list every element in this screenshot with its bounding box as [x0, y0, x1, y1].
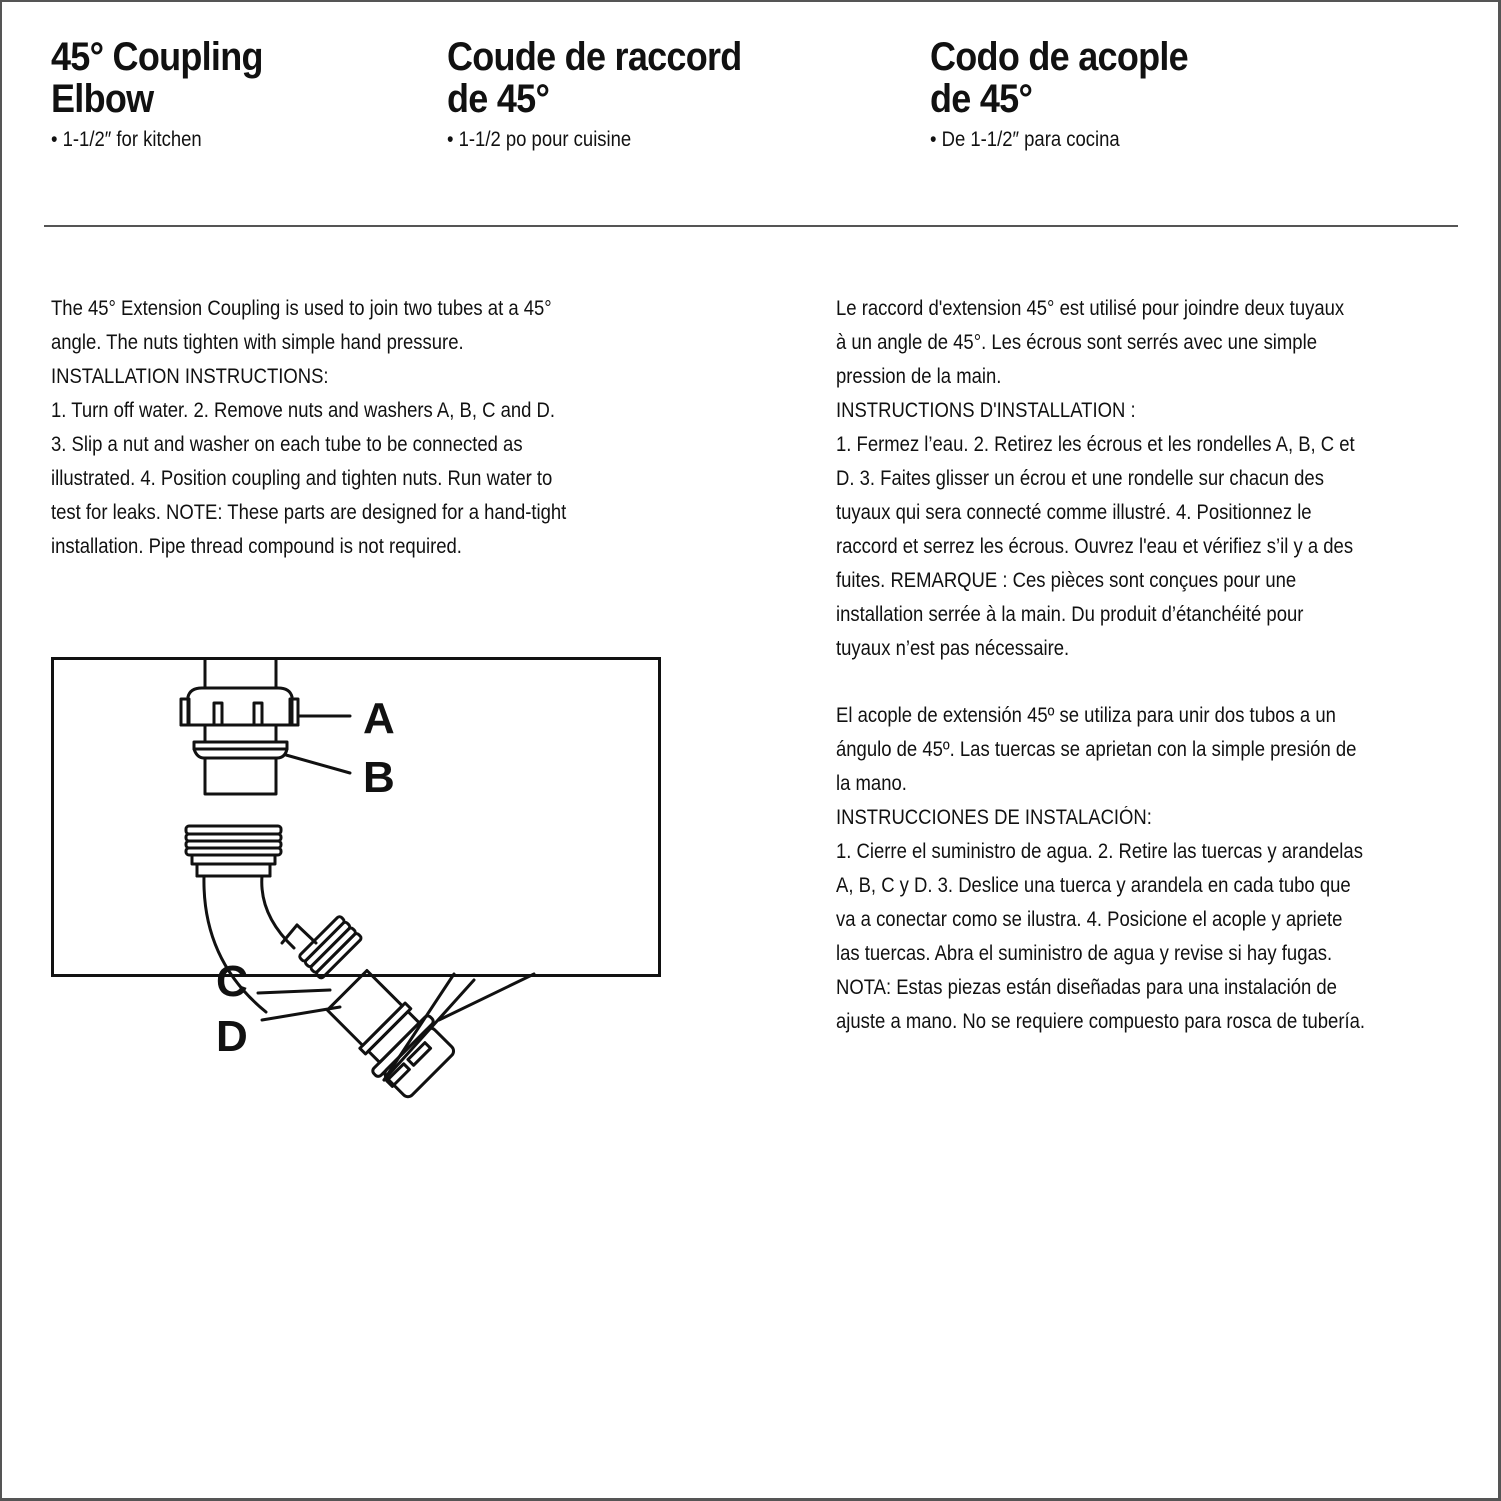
english-instructions: [51, 292, 637, 564]
coupling-diagram: [51, 657, 661, 1061]
text-line: A, B, C y D. 3. Deslice una tuerca y arandela en cada tubo que: [836, 874, 1351, 897]
title-line-2: Elbow: [51, 77, 154, 121]
text-line: tuyaux n’est pas nécessaire.: [836, 637, 1070, 660]
title-line-1: 45° Coupling: [51, 35, 263, 79]
text-line: D. 3. Faites glisser un écrou et une rondelle sur chacun des: [836, 467, 1324, 490]
text-line: 1. Cierre el suministro de agua. 2. Retire las tuercas y arandelas: [836, 840, 1363, 863]
subtitle: • De 1-1/2″ para cocina: [930, 128, 1120, 151]
title-spanish: [930, 36, 1217, 152]
section-heading: INSTRUCCIONES DE INSTALACIÓN:: [836, 806, 1152, 829]
text-line: ángulo de 45º. Las tuercas se aprietan con la simple presión de: [836, 738, 1357, 761]
title-french: [447, 36, 774, 152]
text-line: pression de la main.: [836, 365, 1002, 388]
text-line: la mano.: [836, 772, 907, 795]
text-line: installation serrée à la main. Du produit d’étanchéité pour: [836, 603, 1304, 626]
text-line: The 45° Extension Coupling is used to join two tubes at a 45°: [51, 297, 552, 320]
text-line: NOTA: Estas piezas están diseñadas para una instalación de: [836, 976, 1337, 999]
subtitle: • 1-1/2″ for kitchen: [51, 128, 202, 151]
text-line: El acople de extensión 45º se utiliza para unir dos tubos a un: [836, 704, 1336, 727]
callout-label-b: B: [363, 753, 395, 802]
text-line: illustrated. 4. Position coupling and tighten nuts. Run water to: [51, 467, 553, 490]
french-instructions: [836, 292, 1425, 666]
text-line: Le raccord d'extension 45° est utilisé pour joindre deux tuyaux: [836, 297, 1345, 320]
text-line: raccord et serrez les écrous. Ouvrez l'eau et vérifiez s’il y a des: [836, 535, 1354, 558]
text-line: va a conectar como se ilustra. 4. Posicione el acople y apriete: [836, 908, 1343, 931]
text-line: fuites. REMARQUE : Ces pièces sont conçues pour une: [836, 569, 1297, 592]
callout-label-a: A: [363, 694, 395, 743]
title-english: [51, 36, 286, 152]
callout-label-d: D: [216, 1012, 248, 1061]
spanish-instructions: [836, 699, 1437, 1039]
text-line: test for leaks. NOTE: These parts are designed for a hand-tight: [51, 501, 567, 524]
callout-label-c: C: [216, 957, 248, 1006]
coupling-elbow-illustration: [54, 660, 658, 974]
text-line: 1. Fermez l’eau. 2. Retirez les écrous et les rondelles A, B, C et: [836, 433, 1355, 456]
text-line: installation. Pipe thread compound is not required.: [51, 535, 462, 558]
text-line: à un angle de 45°. Les écrous sont serrés avec une simple: [836, 331, 1317, 354]
section-heading: INSTRUCTIONS D'INSTALLATION :: [836, 399, 1136, 422]
text-line: 1. Turn off water. 2. Remove nuts and washers A, B, C and D.: [51, 399, 556, 422]
title-line-1: Coude de raccord: [447, 35, 742, 79]
header-divider: [44, 225, 1458, 227]
title-line-1: Codo de acople: [930, 35, 1188, 79]
text-line: ajuste a mano. No se requiere compuesto para rosca de tubería.: [836, 1010, 1366, 1033]
title-line-2: de 45°: [447, 77, 550, 121]
text-line: angle. The nuts tighten with simple hand pressure.: [51, 331, 464, 354]
section-heading: INSTALLATION INSTRUCTIONS:: [51, 365, 329, 388]
text-line: 3. Slip a nut and washer on each tube to be connected as: [51, 433, 523, 456]
text-line: tuyaux qui sera connecté comme illustré. 4. Positionnez le: [836, 501, 1312, 524]
title-line-2: de 45°: [930, 77, 1033, 121]
subtitle: • 1-1/2 po pour cuisine: [447, 128, 632, 151]
text-line: las tuercas. Abra el suministro de agua y revise si hay fugas.: [836, 942, 1333, 965]
